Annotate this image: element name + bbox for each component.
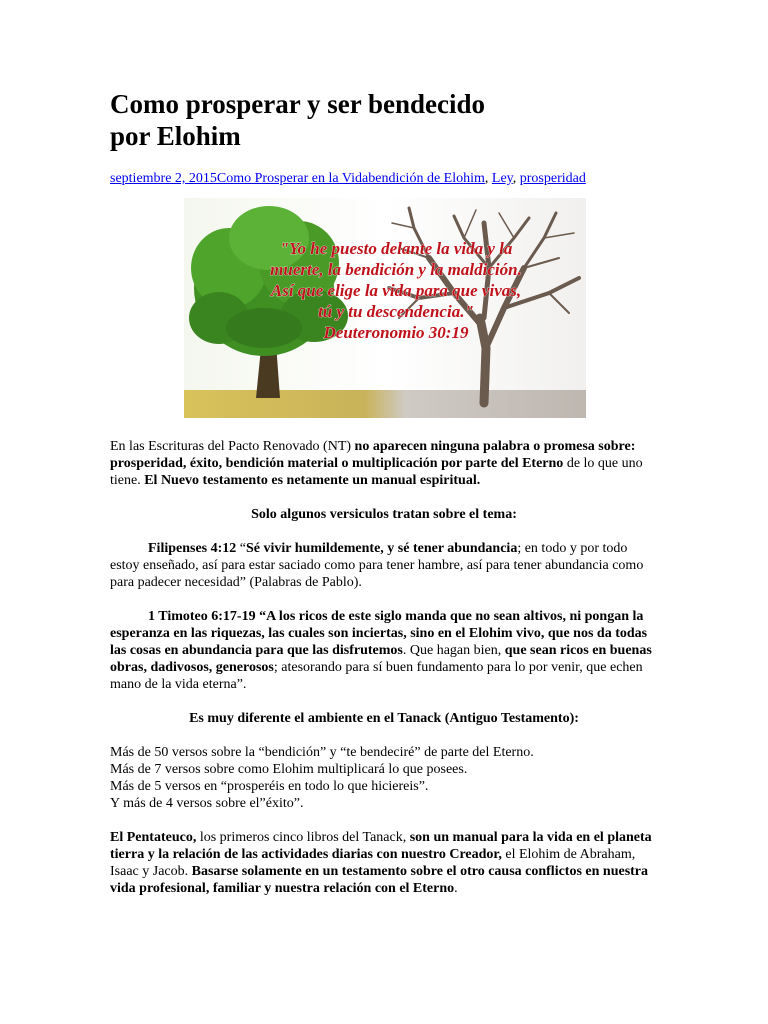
bold-text: son un manual para la vida en el planeta tierra y la relación de las actividades diarias con nuestro Creador, — [110, 830, 652, 862]
section-heading-2: Es muy diferente el ambiente en el Tanack (Antiguo Testamento): — [189, 711, 579, 726]
bold-text: “A los ricos de este siglo manda que no sean altivos, ni pongan la esperanza en las riquezas, las cuales son inciertas, sino en el Elohim vivo, que nos da todas las cosas en abundancia para que las disfrutemos — [110, 609, 648, 658]
title-line-2: por Elohim — [110, 121, 241, 151]
text: los primeros cinco libros del Tanack, — [196, 830, 410, 845]
text: ; atesorando para sí buen fundamento para lo por venir, que echen mano de la vida eterna”. — [110, 660, 643, 692]
trees-illustration — [184, 198, 586, 418]
page-title — [110, 88, 658, 152]
text: . Que hagan bien, — [402, 643, 505, 658]
text: de lo que uno tiene. — [110, 456, 643, 488]
verse-reference: Filipenses 4:12 — [148, 541, 237, 556]
bold-text: El Nuevo testamento es netamente un manual espiritual. — [144, 473, 481, 488]
quote-line-3: Así que elige la vida para que vivas, — [270, 281, 522, 300]
bold-text: que sean ricos en buenas obras, dadivosos, generosos — [110, 643, 652, 675]
paragraph-filipenses — [110, 540, 658, 591]
bold-text: Sé vivir humildemente, y sé tener abundancia — [246, 541, 518, 556]
list-item: Y más de 4 versos sobre el”éxito”. — [110, 796, 304, 811]
text: En las Escrituras del Pacto Renovado (NT) — [110, 439, 355, 454]
text: ; en todo y por todo estoy enseñado, así para estar saciado como para tener hambre, así para tener abundancia como para padecer necesidad” (Palabras de Pablo). — [110, 541, 644, 590]
text: “ — [236, 541, 246, 556]
bold-text: Basarse solamente en un testamento sobre el otro causa conflictos en nuestra vida profesional, familiar y nuestra relación con el Eterno — [110, 864, 649, 896]
date-category-link[interactable]: septiembre 2, 2015Como Prosperar en la Vidabendición de Elohim — [110, 171, 485, 186]
paragraph-timoteo — [110, 608, 658, 693]
post-meta — [110, 170, 658, 188]
bold-text: no aparecen ninguna palabra o promesa sobre: prosperidad, éxito, bendición material o multiplicación por parte del Eterno — [110, 439, 636, 471]
meta-separator: , — [484, 171, 492, 186]
list-item: Más de 7 versos sobre como Elohim multiplicará lo que posees. — [110, 762, 468, 777]
quote-line-4: tú y tu descendencia." — [318, 302, 474, 321]
quote-reference: Deuteronomio 30:19 — [323, 323, 469, 342]
verse-count-list — [110, 744, 658, 812]
paragraph-pentateuco — [110, 829, 658, 897]
tag-ley-link[interactable]: Ley — [491, 171, 513, 186]
list-item: Más de 5 versos en “prosperéis en todo lo que hiciereis”. — [110, 779, 429, 794]
verse-reference: 1 Timoteo 6:17-19 — [148, 609, 256, 624]
meta-separator: , — [512, 171, 520, 186]
quote-line-1: "Yo he puesto delante la vida y la — [279, 239, 513, 258]
text: . — [454, 881, 458, 896]
list-item: Más de 50 versos sobre la “bendición” y “te bendeciré” de parte del Eterno. — [110, 745, 534, 760]
bold-text: El Pentateuco, — [110, 830, 197, 845]
paragraph-intro — [110, 438, 658, 489]
section-heading-1: Solo algunos versiculos tratan sobre el tema: — [251, 507, 517, 522]
trees-quote-image — [184, 198, 586, 418]
quote-line-2: muerte, la bendición y la maldición. — [270, 260, 522, 279]
text: el Elohim de Abraham, Isaac y Jacob. — [110, 847, 636, 879]
document-page — [110, 88, 658, 914]
title-line-1: Como prosperar y ser bendecido — [110, 89, 485, 119]
tag-prosperidad-link[interactable]: prosperidad — [519, 171, 586, 186]
